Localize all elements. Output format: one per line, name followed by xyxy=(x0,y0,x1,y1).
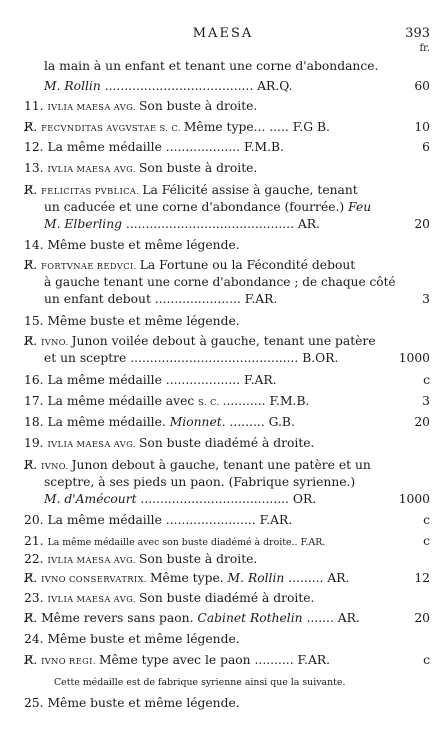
catalogue-line xyxy=(24,182,358,199)
description-text: Même revers sans paon. xyxy=(41,611,198,625)
description-text: Son buste à droite. xyxy=(139,161,258,175)
description-text: Même buste et même légende. xyxy=(47,696,240,710)
catalogue-line xyxy=(24,393,309,410)
price-value: 20 xyxy=(414,415,430,429)
description-text: La même médaille avec xyxy=(47,394,199,408)
price-value: 20 xyxy=(414,217,430,231)
description-text: La même médaille. xyxy=(47,415,170,429)
leader-dots: ......... xyxy=(229,415,269,429)
catalogue-line xyxy=(24,631,240,647)
coin-legend: IVNO. xyxy=(41,461,72,471)
metal-mark: F.AR. xyxy=(244,292,278,306)
catalogue-line xyxy=(24,652,330,669)
description-text: Junon debout à gauche, tenant une patère et un xyxy=(71,458,371,472)
reverse-mark: R̸. xyxy=(24,458,42,472)
coin-legend: FORTVNAE REDVCI. xyxy=(41,261,140,271)
coin-legend: IVNO. xyxy=(41,337,72,347)
description-text: Son buste à droite. xyxy=(139,99,258,113)
leader-dots: ...................... xyxy=(154,292,245,306)
description-text: Même type... xyxy=(183,120,270,134)
metal-mark: AR. xyxy=(337,611,360,625)
entry-number: 25. xyxy=(24,696,48,710)
entry-number: 24. xyxy=(24,632,48,646)
description-text: Son buste diadémé à droite. xyxy=(139,436,315,450)
metal-mark: F.M.B. xyxy=(269,394,310,408)
entry-number: 13. xyxy=(24,161,48,175)
leader-dots: ....................... xyxy=(165,513,260,527)
reverse-mark: R̸. xyxy=(24,334,42,348)
coin-legend: IVLIA MAESA AVG. xyxy=(47,102,139,112)
catalogue-line xyxy=(24,551,257,568)
price-value: 3 xyxy=(422,292,430,306)
entry-number: 19. xyxy=(24,436,48,450)
description-text: La Fortune ou la Fécondité debout xyxy=(139,258,356,272)
description-text: Même buste et même légende. xyxy=(47,238,240,252)
reverse-mark: R̸. xyxy=(24,653,42,667)
metal-mark: AR. xyxy=(297,217,320,231)
leader-dots: .......... xyxy=(254,653,298,667)
catalogue-line xyxy=(24,610,360,626)
price-value: 12 xyxy=(414,571,430,585)
collection-name: M. Rollin xyxy=(227,571,289,585)
coin-legend: IVLIA MAESA AVG. xyxy=(47,594,139,604)
reverse-mark: R̸. xyxy=(24,571,42,585)
catalogue-line xyxy=(44,474,355,490)
catalogue-line xyxy=(24,435,314,452)
price-value: 6 xyxy=(422,140,430,154)
leader-dots: ..... xyxy=(269,120,293,134)
coin-legend: IVNO REGI. xyxy=(41,656,99,666)
price-value: c xyxy=(423,534,430,548)
page-number: 393 xyxy=(405,26,430,41)
catalogue-line xyxy=(24,590,314,607)
leader-dots: ........................................... xyxy=(125,217,298,231)
catalogue-line xyxy=(24,533,325,551)
price-value: 10 xyxy=(414,120,430,134)
description-text: sceptre, à ses pieds un paon. (Fabrique syrienne.) xyxy=(44,475,356,489)
entry-number: 11. xyxy=(24,99,48,113)
entry-number: 12. xyxy=(24,140,48,154)
description-text: Même type avec le paon xyxy=(98,653,255,667)
catalogue-line xyxy=(44,58,378,74)
page-title: MAESA xyxy=(192,26,254,41)
catalogue-line xyxy=(24,313,240,329)
catalogue-line xyxy=(44,199,371,215)
reverse-mark: R̸. xyxy=(24,258,42,272)
metal-mark: F.AR. xyxy=(259,513,293,527)
description-text: la main à un enfant et tenant une corne d'abondance. xyxy=(44,59,379,73)
catalogue-line xyxy=(24,570,349,587)
metal-mark: AR.Q. xyxy=(257,79,293,93)
catalogue-line xyxy=(24,139,284,155)
metal-mark: F.AR. xyxy=(297,653,331,667)
description-text: un enfant debout xyxy=(44,292,155,306)
catalogue-line xyxy=(24,414,295,430)
catalogue-line xyxy=(24,695,240,711)
entry-number: 14. xyxy=(24,238,48,252)
description-text: La Félicité assise à gauche, tenant xyxy=(142,183,358,197)
price-value: c xyxy=(423,653,430,667)
coin-legend: S. C. xyxy=(198,397,223,407)
catalogue-line xyxy=(24,119,330,136)
collection-name: M. Elberling xyxy=(44,217,126,231)
leader-dots: ................... xyxy=(165,373,244,387)
reverse-mark: R̸. xyxy=(24,183,42,197)
description-text: La même médaille xyxy=(47,140,166,154)
description-text: Son buste à droite. xyxy=(139,552,258,566)
catalogue-line xyxy=(24,372,277,388)
catalogue-line xyxy=(44,216,320,232)
catalogue-line xyxy=(44,491,316,507)
entry-number: 17. xyxy=(24,394,48,408)
entry-number: 20. xyxy=(24,513,48,527)
price-value: c xyxy=(423,513,430,527)
description-text: La même médaille avec son buste diadémé à droite.. xyxy=(47,537,301,548)
catalogue-line xyxy=(44,350,338,366)
entry-number: 18. xyxy=(24,415,48,429)
collection-name: Cabinet Rothelin xyxy=(197,611,307,625)
coin-legend: IVLIA MAESA AVG. xyxy=(47,164,139,174)
reverse-mark: R̸. xyxy=(24,120,42,134)
metal-mark: F.AR. xyxy=(243,373,277,387)
collection-name: M. Rollin xyxy=(44,79,105,93)
description-text: à gauche tenant une corne d'abondance ; de chaque côté xyxy=(44,275,396,289)
price-value: 3 xyxy=(422,394,430,408)
footnote: Cette médaille est de fabrique syrienne ainsi que la suivante. xyxy=(54,677,346,688)
leader-dots: ...................................... xyxy=(104,79,258,93)
catalogue-line xyxy=(44,291,277,307)
leader-dots: ........................................... xyxy=(130,351,303,365)
price-value: 1000 xyxy=(398,351,430,365)
price-value: 60 xyxy=(414,79,430,93)
collection-name: M. d'Amécourt xyxy=(44,492,141,506)
entry-number: 23. xyxy=(24,591,48,605)
catalogue-line xyxy=(24,333,376,350)
price-value: c xyxy=(423,373,430,387)
coin-legend: FELICITAS PVBLICA. xyxy=(41,186,143,196)
description-text: et un sceptre xyxy=(44,351,131,365)
metal-mark: F.G B. xyxy=(292,120,330,134)
entry-number: 16. xyxy=(24,373,48,387)
entry-number: 22. xyxy=(24,552,48,566)
coin-legend: IVNO CONSERVATRIX. xyxy=(41,574,150,584)
description-text: Même buste et même légende. xyxy=(47,314,240,328)
description-text: La même médaille xyxy=(47,513,166,527)
metal-mark: OR. xyxy=(292,492,317,506)
description-text: un caducée et une corne d'abondance (fourrée.) xyxy=(44,200,349,214)
catalogue-line xyxy=(44,274,396,290)
collection-name: Mionnet. xyxy=(169,415,230,429)
metal-mark: AR. xyxy=(327,571,350,585)
metal-mark: F.AR. xyxy=(300,537,326,548)
leader-dots: ................... xyxy=(165,140,244,154)
metal-mark: B.OR. xyxy=(302,351,339,365)
collection-name: Feu xyxy=(348,200,372,214)
price-value: 20 xyxy=(414,611,430,625)
metal-mark: G.B. xyxy=(268,415,295,429)
entry-number: 21. xyxy=(24,534,48,548)
description-text: Son buste diadémé à droite. xyxy=(139,591,315,605)
reverse-mark: R̸. xyxy=(24,611,42,625)
entry-number: 15. xyxy=(24,314,48,328)
description-text: Même buste et même légende. xyxy=(47,632,240,646)
catalogue-line xyxy=(24,512,292,528)
coin-legend: IVLIA MAESA AVG. xyxy=(47,439,139,449)
catalogue-line xyxy=(54,673,345,691)
description-text: Même type. xyxy=(149,571,228,585)
leader-dots: ......... xyxy=(288,571,328,585)
catalogue-line xyxy=(24,257,355,274)
catalogue-line xyxy=(24,98,257,115)
metal-mark: F.M.B. xyxy=(243,140,284,154)
catalogue-line xyxy=(24,160,257,177)
description-text: Junon voilée debout à gauche, tenant une patère xyxy=(71,334,376,348)
catalogue-line xyxy=(24,237,240,253)
coin-legend: FECVNDITAS AVGVSTAE S. C. xyxy=(41,123,184,133)
coin-legend: IVLIA MAESA AVG. xyxy=(47,555,139,565)
description-text: La même médaille xyxy=(47,373,166,387)
leader-dots: ....... xyxy=(306,611,338,625)
catalogue-line xyxy=(24,457,371,474)
unit-label: fr. xyxy=(419,43,430,54)
price-value: 1000 xyxy=(398,492,430,506)
catalogue-line xyxy=(44,78,293,94)
leader-dots: ........... xyxy=(222,394,270,408)
leader-dots: ...................................... xyxy=(140,492,293,506)
